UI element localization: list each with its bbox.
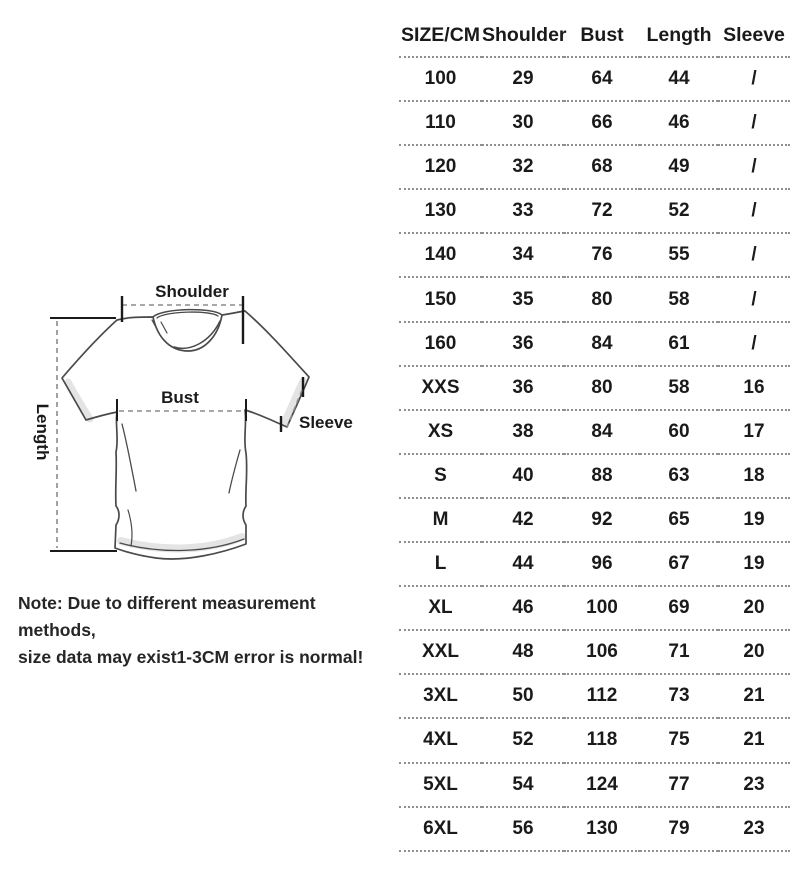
table-cell: 75: [640, 718, 718, 762]
table-cell: 67: [640, 542, 718, 586]
table-row: [399, 322, 790, 366]
measurement-note: [18, 590, 383, 671]
table-cell: 60: [640, 410, 718, 454]
table-cell: 17: [718, 410, 790, 454]
table-cell: 21: [718, 674, 790, 718]
table-cell: 66: [564, 101, 640, 145]
table-cell: XXS: [399, 366, 482, 410]
table-cell: 49: [640, 145, 718, 189]
table-row: [399, 145, 790, 189]
tshirt-outline: [62, 310, 309, 559]
table-cell: 44: [640, 57, 718, 101]
table-cell: 6XL: [399, 807, 482, 851]
table-cell: 18: [718, 454, 790, 498]
table-cell: /: [718, 322, 790, 366]
note-line-2: size data may exist1-3CM error is normal!: [18, 647, 364, 667]
left-sleeve-hem-band: [68, 382, 90, 419]
table-row: [399, 807, 790, 851]
collar-front-band: [174, 321, 220, 348]
table-cell: 44: [482, 542, 564, 586]
table-cell: 100: [564, 586, 640, 630]
table-cell: 100: [399, 57, 482, 101]
table-cell: 52: [640, 189, 718, 233]
table-header-row: [399, 15, 790, 57]
table-cell: M: [399, 498, 482, 542]
table-cell: 72: [564, 189, 640, 233]
table-cell: 140: [399, 233, 482, 277]
table-cell: 112: [564, 674, 640, 718]
size-table: [399, 15, 790, 852]
table-cell: 32: [482, 145, 564, 189]
table-row: [399, 718, 790, 762]
table-cell: 20: [718, 630, 790, 674]
column-header: Sleeve: [718, 15, 790, 57]
table-cell: 150: [399, 277, 482, 321]
right-crease: [229, 450, 240, 493]
table-cell: 23: [718, 763, 790, 807]
table-cell: 23: [718, 807, 790, 851]
table-cell: 80: [564, 277, 640, 321]
table-cell: 76: [564, 233, 640, 277]
table-cell: 16: [718, 366, 790, 410]
table-cell: 68: [564, 145, 640, 189]
table-cell: 130: [399, 189, 482, 233]
table-cell: 118: [564, 718, 640, 762]
table-row: [399, 586, 790, 630]
table-cell: 63: [640, 454, 718, 498]
table-cell: 34: [482, 233, 564, 277]
column-header: Shoulder: [482, 15, 564, 57]
table-cell: 42: [482, 498, 564, 542]
table-cell: 64: [564, 57, 640, 101]
table-cell: 65: [640, 498, 718, 542]
table-cell: 120: [399, 145, 482, 189]
table-cell: /: [718, 189, 790, 233]
table-cell: 110: [399, 101, 482, 145]
table-cell: 19: [718, 498, 790, 542]
table-cell: 58: [640, 366, 718, 410]
table-row: [399, 630, 790, 674]
table-row: [399, 189, 790, 233]
table-cell: 92: [564, 498, 640, 542]
table-cell: 130: [564, 807, 640, 851]
table-cell: /: [718, 57, 790, 101]
size-table-body: [399, 15, 790, 851]
table-cell: 5XL: [399, 763, 482, 807]
table-row: [399, 101, 790, 145]
table-row: [399, 410, 790, 454]
table-cell: 84: [564, 322, 640, 366]
table-row: [399, 57, 790, 101]
table-cell: 50: [482, 674, 564, 718]
table-cell: 61: [640, 322, 718, 366]
table-cell: 88: [564, 454, 640, 498]
tshirt-measurement-diagram: [0, 265, 390, 585]
left-crease: [122, 424, 136, 491]
table-cell: XXL: [399, 630, 482, 674]
table-cell: 84: [564, 410, 640, 454]
table-cell: 71: [640, 630, 718, 674]
collar-rib-mark-2: [161, 322, 167, 333]
table-cell: 35: [482, 277, 564, 321]
table-cell: S: [399, 454, 482, 498]
collar-rib-mark-1: [152, 320, 159, 333]
column-header: SIZE/CM: [399, 15, 482, 57]
table-cell: 21: [718, 718, 790, 762]
column-header: Length: [640, 15, 718, 57]
table-cell: 33: [482, 189, 564, 233]
table-row: [399, 763, 790, 807]
table-row: [399, 233, 790, 277]
table-cell: 56: [482, 807, 564, 851]
table-cell: 46: [640, 101, 718, 145]
bust-label: Bust: [161, 388, 199, 407]
table-cell: 36: [482, 322, 564, 366]
table-cell: 19: [718, 542, 790, 586]
measurement-marks: [50, 296, 303, 551]
table-cell: 20: [718, 586, 790, 630]
table-cell: 38: [482, 410, 564, 454]
table-row: [399, 366, 790, 410]
table-cell: 48: [482, 630, 564, 674]
table-cell: 40: [482, 454, 564, 498]
length-label: Length: [33, 403, 52, 461]
table-cell: XL: [399, 586, 482, 630]
table-cell: 29: [482, 57, 564, 101]
column-header: Bust: [564, 15, 640, 57]
table-row: [399, 454, 790, 498]
table-cell: 30: [482, 101, 564, 145]
table-row: [399, 498, 790, 542]
table-cell: 69: [640, 586, 718, 630]
table-cell: 96: [564, 542, 640, 586]
table-cell: /: [718, 233, 790, 277]
note-line-1: Note: Due to different measurement methods,: [18, 593, 316, 640]
table-cell: 73: [640, 674, 718, 718]
table-cell: 124: [564, 763, 640, 807]
table-cell: 36: [482, 366, 564, 410]
table-cell: XS: [399, 410, 482, 454]
table-cell: 3XL: [399, 674, 482, 718]
table-cell: 4XL: [399, 718, 482, 762]
table-cell: /: [718, 145, 790, 189]
table-cell: 58: [640, 277, 718, 321]
sleeve-label: Sleeve: [299, 413, 353, 432]
collar-back-inner: [157, 312, 218, 318]
table-cell: L: [399, 542, 482, 586]
table-cell: 80: [564, 366, 640, 410]
table-cell: 77: [640, 763, 718, 807]
table-cell: 79: [640, 807, 718, 851]
table-cell: 54: [482, 763, 564, 807]
table-cell: 160: [399, 322, 482, 366]
shoulder-label: Shoulder: [155, 282, 229, 301]
table-cell: /: [718, 101, 790, 145]
table-cell: 106: [564, 630, 640, 674]
table-row: [399, 277, 790, 321]
table-row: [399, 542, 790, 586]
table-cell: 52: [482, 718, 564, 762]
table-cell: /: [718, 277, 790, 321]
table-row: [399, 674, 790, 718]
table-cell: 46: [482, 586, 564, 630]
table-cell: 55: [640, 233, 718, 277]
